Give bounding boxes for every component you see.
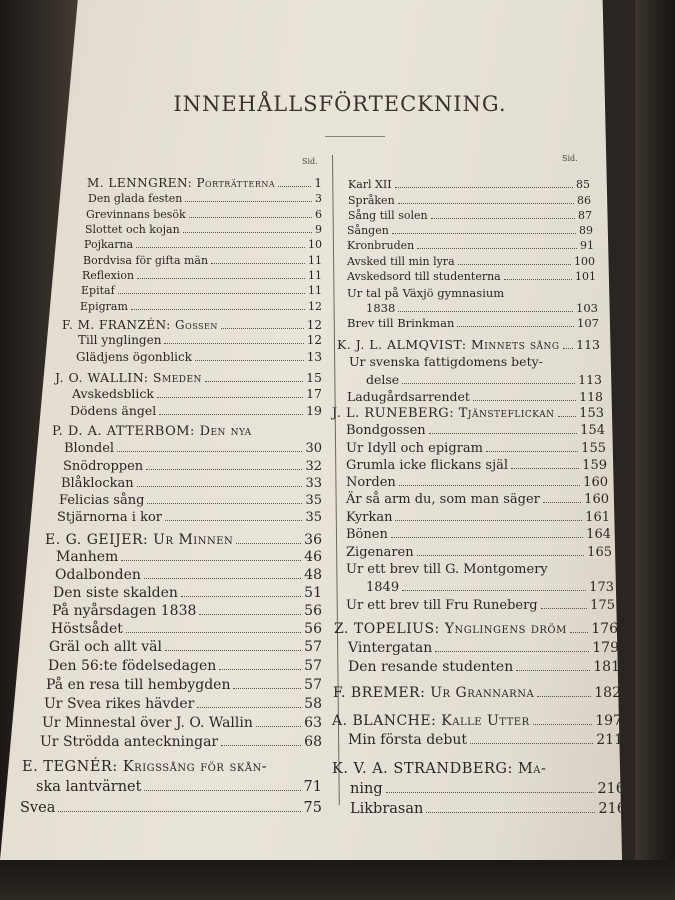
dot-leader	[144, 780, 300, 791]
entry-title: Gräl och allt väl	[49, 639, 162, 655]
dot-leader	[189, 209, 312, 218]
entry-title: M. LENNGREN: Porträtterna	[87, 176, 276, 190]
page-number: 12	[306, 318, 322, 332]
dot-leader	[221, 735, 301, 746]
page-number: 159	[582, 458, 607, 473]
entry-title: Min första debut	[348, 732, 468, 748]
dot-leader	[431, 210, 575, 219]
entry-title: På en resa till hembygden	[46, 677, 231, 693]
right-toc-entry	[332, 406, 604, 421]
left-toc-entry	[72, 386, 322, 401]
dot-leader	[402, 581, 586, 591]
right-column-header: Sid.	[562, 154, 578, 163]
entry-title: Zigenaren	[346, 545, 414, 560]
dot-leader	[137, 270, 305, 279]
entry-title: Reflexion	[82, 269, 135, 282]
book-cover-bottom	[0, 860, 675, 900]
left-toc-entry	[45, 532, 322, 548]
left-toc-entry	[62, 318, 322, 332]
dot-leader	[144, 568, 301, 579]
dot-leader	[211, 255, 305, 264]
entry-title: Den resande studenten	[348, 659, 514, 675]
page-number: 35	[305, 510, 322, 525]
entry-title: Sången	[347, 224, 389, 237]
page-number: 155	[581, 441, 606, 456]
left-toc-entry	[36, 779, 322, 795]
dot-leader	[426, 802, 595, 813]
dot-leader	[398, 195, 574, 204]
dot-leader	[183, 224, 312, 233]
page-number: 87	[578, 209, 592, 222]
entry-title: Ladugårdsarrendet	[347, 389, 470, 404]
page-number: 57	[304, 658, 322, 674]
entry-title: Avsked till min lyra	[347, 255, 455, 268]
page-number: 15	[306, 370, 322, 385]
entry-title: A. BLANCHE: Kalle Utter	[332, 713, 530, 729]
page-number: 12	[308, 300, 322, 313]
left-toc-entry	[48, 658, 322, 674]
dot-leader	[391, 528, 583, 538]
entry-title: Språken	[348, 194, 395, 207]
dot-leader	[435, 641, 589, 652]
entry-title: Ur Minnestal över J. O. Wallin	[42, 715, 253, 731]
page-number: 107	[577, 316, 599, 330]
dot-leader	[219, 659, 301, 670]
entry-title: Till ynglingen	[78, 333, 162, 347]
entry-title: Svea	[20, 800, 56, 816]
dot-leader	[417, 240, 577, 249]
left-toc-entry	[84, 238, 322, 251]
entry-title: ska lantvärnet	[36, 779, 142, 795]
right-toc-entry	[348, 178, 590, 191]
left-toc-entry	[52, 603, 322, 619]
left-toc-entry	[87, 176, 322, 190]
dot-leader	[386, 782, 595, 793]
page-number: 57	[304, 639, 322, 655]
dot-leader	[221, 320, 304, 329]
page-number: 48	[304, 567, 322, 583]
dot-leader	[395, 511, 582, 521]
page-number: 154	[580, 423, 605, 438]
page-number: 35	[305, 493, 322, 508]
page-number: 165	[587, 545, 612, 560]
left-toc-entry	[56, 549, 322, 565]
dot-leader	[533, 714, 593, 725]
dot-leader	[402, 374, 575, 384]
page-number: 197	[595, 713, 622, 729]
entry-title: Grevinnans besök	[86, 208, 186, 221]
page-number: 13	[306, 350, 322, 364]
right-toc-entry	[332, 761, 624, 777]
page-number: 179	[592, 640, 619, 656]
entry-title: Den glada festen	[88, 192, 183, 205]
page-number: 118	[579, 389, 603, 404]
left-toc-entry	[59, 493, 322, 508]
entry-title: Karl XII	[348, 178, 392, 191]
dot-leader	[543, 493, 581, 503]
right-toc-entry	[347, 270, 596, 283]
page-number: 101	[575, 270, 596, 283]
page-number: 173	[589, 580, 614, 595]
dot-leader	[164, 335, 303, 344]
left-toc-entry	[55, 567, 322, 583]
left-toc-entry	[55, 370, 322, 385]
left-toc-entry	[83, 254, 322, 267]
entry-title: Den 56:te födelsedagen	[48, 658, 217, 674]
right-toc-entry	[346, 475, 608, 490]
page-number: 181	[593, 659, 620, 675]
dot-leader	[195, 352, 304, 361]
left-toc-entry	[42, 715, 322, 731]
right-toc-entry	[350, 781, 625, 797]
left-toc-entry	[53, 585, 322, 601]
left-toc-entry	[61, 476, 322, 491]
left-toc-entry	[52, 424, 322, 439]
dot-leader	[570, 622, 588, 633]
page-number: 11	[308, 284, 322, 297]
dot-leader	[185, 193, 312, 202]
entry-title: Kyrkan	[346, 510, 393, 525]
entry-title: F. BREMER: Ur Grannarna	[333, 685, 535, 701]
left-toc-entry	[22, 759, 322, 775]
page-number: 103	[576, 301, 598, 315]
dot-leader	[118, 285, 305, 294]
page-number: 17	[306, 386, 322, 401]
entry-title: Ur ett brev till G. Montgomery	[346, 562, 548, 577]
right-toc-entry	[334, 621, 618, 637]
left-toc-entry	[49, 639, 322, 655]
entry-title: Norden	[346, 475, 396, 490]
dot-leader	[117, 442, 302, 452]
dot-leader	[131, 301, 305, 310]
dot-leader	[458, 256, 571, 265]
entry-title: Manhem	[56, 549, 119, 565]
page-number: 216	[598, 801, 626, 817]
entry-title: Pojkarna	[84, 238, 134, 251]
left-toc-entry	[44, 696, 322, 712]
page-number: 85	[576, 178, 590, 191]
page-number: 71	[303, 779, 322, 795]
title-rule	[325, 136, 385, 137]
dot-leader	[157, 388, 303, 398]
dot-leader	[399, 476, 580, 486]
page-number: 63	[304, 715, 322, 731]
page-number: 1	[314, 176, 322, 190]
entry-title: Vintergatan	[348, 640, 433, 656]
left-toc-entry	[70, 403, 322, 418]
entry-title: J. O. WALLIN: Smeden	[55, 370, 202, 385]
dot-leader	[165, 511, 302, 521]
entry-title: Är så arm du, som man säger	[346, 492, 540, 507]
page-number: 10	[308, 238, 322, 251]
right-toc-entry	[332, 713, 622, 729]
entry-title: Bönen	[346, 527, 388, 542]
page-number: 91	[580, 239, 594, 252]
dot-leader	[541, 599, 588, 609]
page-number: 182	[594, 685, 621, 701]
dot-leader	[199, 604, 301, 615]
page-number: 86	[577, 194, 591, 207]
right-toc-entry	[348, 732, 623, 748]
dot-leader	[429, 424, 578, 434]
dot-leader	[236, 533, 301, 544]
entry-title: Den siste skalden	[53, 585, 178, 601]
right-toc-entry	[350, 801, 626, 817]
page-number: 113	[578, 372, 602, 387]
entry-title: Epitaf	[81, 284, 115, 297]
dot-leader	[470, 733, 593, 744]
entry-title: 1838	[366, 301, 396, 315]
page-number: 12	[306, 333, 322, 347]
page-number: 164	[586, 527, 611, 542]
entry-title: Ur svenska fattigdomens bety-	[349, 354, 543, 369]
entry-title: delse	[366, 372, 400, 387]
entry-title: F. M. FRANZÉN: Gossen	[62, 318, 218, 332]
page-number: 211	[596, 732, 623, 748]
page-number: 58	[304, 696, 322, 712]
page-number: 6	[315, 208, 322, 221]
right-toc-entry	[348, 640, 619, 656]
page-title: INNEHÅLLSFÖRTECKNING.	[173, 92, 507, 116]
entry-title: Glädjens ögonblick	[76, 350, 192, 364]
right-toc-entry	[346, 598, 615, 613]
entry-title: E. TEGNÉR: Krigssång för skån-	[22, 759, 268, 775]
right-toc-entry	[346, 562, 613, 577]
dot-leader	[558, 407, 577, 417]
entry-title: P. D. A. ATTERBOM: Den nya	[52, 424, 252, 439]
entry-title: J. L. RUNEBERG: Tjänsteflickan	[332, 406, 555, 421]
page-number: 11	[308, 254, 322, 267]
dot-leader	[516, 660, 590, 671]
dot-leader	[146, 460, 302, 470]
dot-leader	[126, 622, 301, 633]
dot-leader	[58, 801, 300, 812]
page-number: 89	[579, 224, 593, 237]
page-number: 32	[305, 459, 322, 474]
left-toc-entry	[51, 621, 322, 637]
left-toc-entry	[64, 441, 322, 456]
page-number: 46	[304, 549, 322, 565]
dot-leader	[165, 640, 301, 651]
right-toc-entry	[366, 372, 602, 387]
dot-leader	[181, 586, 301, 597]
entry-title: Kronbruden	[347, 239, 415, 252]
entry-title: Ur ett brev till Fru Runeberg	[346, 598, 538, 613]
dot-leader	[392, 225, 576, 234]
page-number: 68	[304, 734, 322, 750]
right-toc-entry	[337, 337, 600, 352]
right-toc-entry	[348, 209, 592, 222]
dot-leader	[121, 550, 301, 561]
right-toc-entry	[346, 458, 607, 473]
left-toc-entry	[82, 269, 322, 282]
page-number: 56	[304, 621, 322, 637]
left-toc-entry	[88, 192, 322, 205]
right-toc-entry	[346, 545, 612, 560]
left-toc-entry	[78, 333, 322, 347]
page-number: 161	[585, 510, 610, 525]
right-toc-entry	[346, 492, 609, 507]
page-number: 33	[305, 476, 322, 491]
dot-leader	[205, 372, 303, 382]
entry-title: Avskedsblick	[72, 386, 154, 401]
entry-title: Stjärnorna i kor	[57, 510, 163, 525]
right-toc-entry	[333, 685, 621, 701]
entry-title: Slottet och kojan	[85, 223, 180, 236]
entry-title: Epigram	[80, 300, 128, 313]
dot-leader	[473, 391, 576, 401]
left-toc-entry	[57, 510, 322, 525]
right-toc-entry	[347, 255, 595, 268]
entry-title: Snödroppen	[63, 459, 144, 474]
dot-leader	[511, 459, 579, 469]
entry-title: Brev till Brinkman	[347, 316, 455, 330]
entry-title: Blondel	[64, 441, 115, 456]
left-toc-entry	[40, 734, 322, 750]
right-toc-entry	[347, 224, 593, 237]
page-number: 3	[315, 192, 322, 205]
dot-leader	[395, 179, 573, 188]
entry-title: E. G. GEIJER: Ur Minnen	[45, 532, 234, 548]
entry-title: ning	[350, 781, 383, 797]
left-toc-entry	[80, 300, 322, 313]
entry-title: Höstsådet	[51, 621, 123, 637]
entry-title: Ur Idyll och epigram	[346, 441, 483, 456]
entry-title: Sång till solen	[348, 209, 428, 222]
right-toc-entry	[347, 239, 594, 252]
dot-leader	[563, 339, 574, 349]
right-toc-entry	[346, 441, 606, 456]
entry-title: Likbrasan	[350, 801, 424, 817]
right-toc-entry	[346, 510, 610, 525]
page-number: 153	[579, 406, 604, 421]
dot-leader	[537, 686, 591, 697]
right-toc-entry	[347, 286, 597, 300]
page-number: 51	[304, 585, 322, 601]
page-number: 113	[576, 337, 600, 352]
left-toc-entry	[86, 208, 322, 221]
page-number: 100	[574, 255, 595, 268]
entry-title: Felicias sång	[59, 493, 145, 508]
entry-title: Odalbonden	[55, 567, 141, 583]
left-toc-entry	[46, 677, 322, 693]
dot-leader	[233, 678, 301, 689]
entry-title: 1849	[366, 580, 400, 595]
page-number: 30	[305, 441, 322, 456]
right-toc-entry	[346, 527, 611, 542]
dot-leader	[136, 239, 305, 248]
right-toc-entry	[346, 423, 605, 438]
entry-title: Grumla icke flickans själ	[346, 458, 509, 473]
right-toc-entry	[347, 316, 599, 330]
dot-leader	[278, 178, 311, 187]
page-number: 11	[308, 269, 322, 282]
dot-leader	[486, 442, 578, 452]
entry-title: Dödens ängel	[70, 403, 157, 418]
entry-title: Ur tal på Växjö gymnasium	[347, 286, 505, 300]
dot-leader	[256, 716, 301, 727]
entry-title: Z. TOPELIUS: Ynglingens dröm	[334, 621, 567, 637]
dot-leader	[504, 271, 572, 280]
dot-leader	[159, 405, 303, 415]
page-number: 216	[597, 781, 625, 797]
entry-title: På nyårsdagen 1838	[52, 603, 197, 619]
entry-title: Blåklockan	[61, 476, 134, 491]
page-number: 75	[303, 800, 322, 816]
dot-leader	[197, 697, 301, 708]
right-toc-entry	[348, 659, 620, 675]
dot-leader	[147, 494, 302, 504]
dot-leader	[457, 318, 574, 327]
dot-leader	[417, 546, 585, 556]
page-number: 160	[584, 492, 609, 507]
entry-title: Ur Svea rikes hävder	[44, 696, 195, 712]
page-number: 9	[315, 223, 322, 236]
left-toc-entry	[85, 223, 322, 236]
page-number: 57	[304, 677, 322, 693]
right-toc-entry	[347, 389, 603, 404]
left-toc-entry	[76, 350, 322, 364]
entry-title: K. V. A. STRANDBERG: Ma-	[332, 761, 547, 777]
entry-title: Bondgossen	[346, 423, 426, 438]
page-number: 36	[304, 532, 322, 548]
page-number: 160	[583, 475, 608, 490]
right-toc-entry	[348, 194, 591, 207]
page-number: 19	[306, 403, 322, 418]
page-number: 175	[590, 598, 615, 613]
dot-leader	[137, 477, 303, 487]
entry-title: Bordvisa för gifta män	[83, 254, 209, 267]
book-cover-right	[635, 0, 675, 900]
left-toc-entry	[63, 459, 322, 474]
page-number: 56	[304, 603, 322, 619]
left-toc-entry	[20, 800, 322, 816]
entry-title: Ur Strödda anteckningar	[40, 734, 219, 750]
right-toc-entry	[366, 301, 598, 315]
dot-leader	[398, 303, 573, 312]
page-number: 176	[591, 621, 618, 637]
right-toc-entry	[366, 580, 614, 595]
left-toc-entry	[81, 284, 322, 297]
left-column-header: Sid.	[302, 157, 318, 166]
entry-title: Avskedsord till studenterna	[347, 270, 501, 283]
right-toc-entry	[349, 354, 601, 369]
entry-title: K. J. L. ALMQVIST: Minnets sång	[337, 337, 560, 352]
